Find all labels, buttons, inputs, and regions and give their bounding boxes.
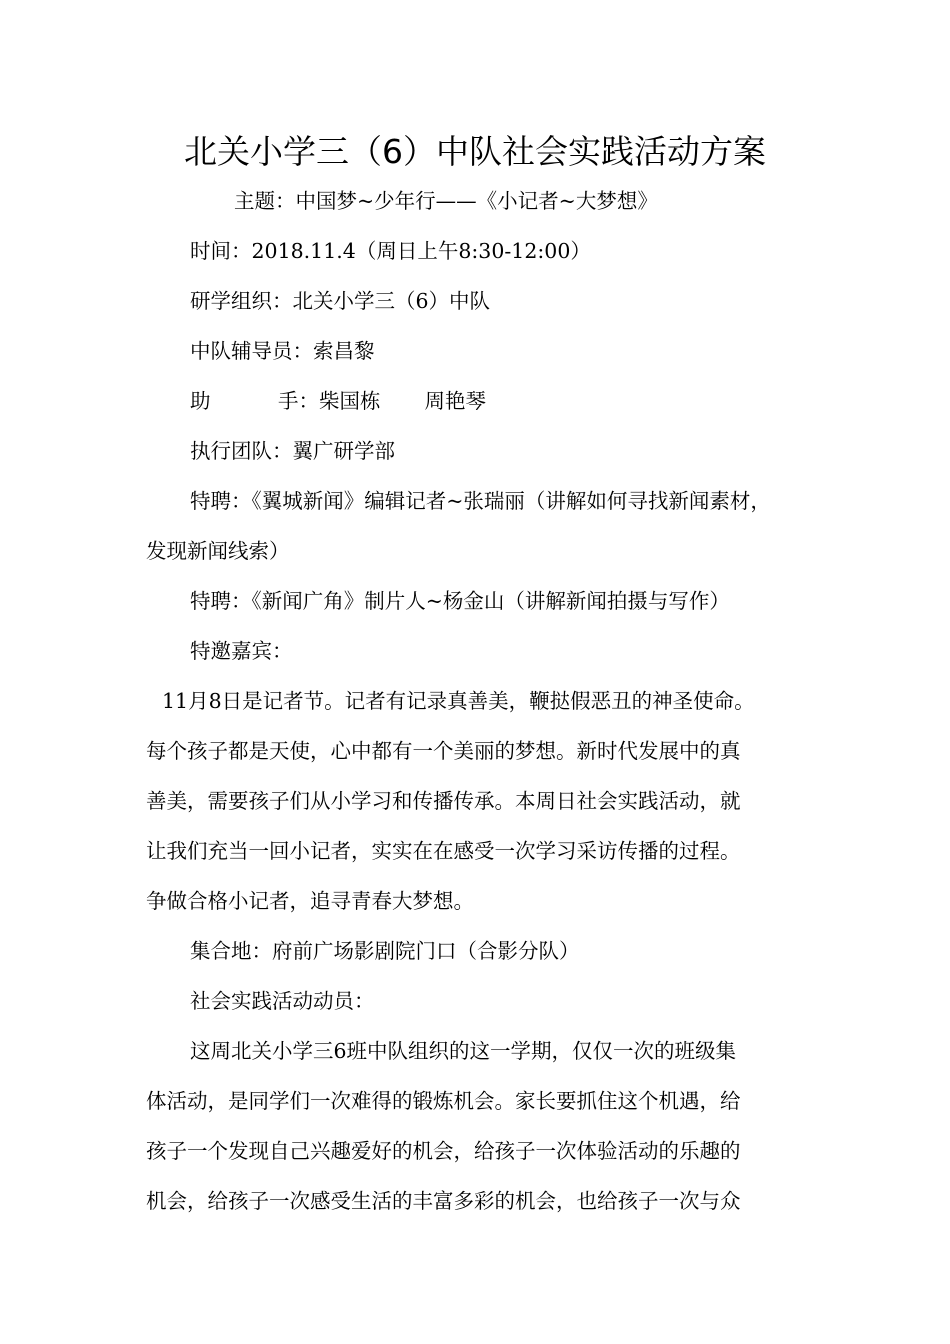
special-guest-line: 特邀嘉宾： bbox=[190, 639, 293, 663]
organizer-line: 研学组织：北关小学三（6）中队 bbox=[190, 289, 491, 313]
mobilization-line: 这周北关小学三6班中队组织的这一学期，仅仅一次的班级集 bbox=[190, 1039, 737, 1063]
assistant-label-right: 手：柴国栋 bbox=[278, 389, 381, 413]
intro-line: 11月8日是记者节。记者有记录真善美，鞭挞假恶丑的神圣使命。 bbox=[162, 689, 755, 713]
assistant-label-left: 助 bbox=[190, 389, 211, 413]
assistant-second: 周艳琴 bbox=[424, 389, 486, 413]
guest1-line1: 特聘：《翼城新闻》编辑记者~张瑞丽（讲解如何寻找新闻素材， bbox=[190, 489, 771, 513]
counselor-line: 中队辅导员：索昌黎 bbox=[190, 339, 375, 363]
guest1-line2: 发现新闻线索） bbox=[146, 539, 290, 563]
mobilization-line: 体活动，是同学们一次难得的锻炼机会。家长要抓住这个机遇，给 bbox=[146, 1089, 741, 1113]
meeting-place-line: 集合地：府前广场影剧院门口（合影分队） bbox=[190, 939, 580, 963]
mobilization-heading: 社会实践活动动员： bbox=[190, 989, 375, 1013]
intro-line: 争做合格小记者，追寻青春大梦想。 bbox=[146, 889, 474, 913]
team-line: 执行团队：翼广研学部 bbox=[190, 439, 395, 463]
intro-line: 每个孩子都是天使，心中都有一个美丽的梦想。新时代发展中的真 bbox=[146, 739, 741, 763]
mobilization-line: 机会，给孩子一次感受生活的丰富多彩的机会，也给孩子一次与众 bbox=[146, 1189, 741, 1213]
mobilization-line: 孩子一个发现自己兴趣爱好的机会，给孩子一次体验活动的乐趣的 bbox=[146, 1139, 741, 1163]
time-line: 时间：2018.11.4（周日上午8:30-12:00） bbox=[190, 239, 591, 263]
guest2-line: 特聘：《新闻广角》制片人~杨金山（讲解新闻拍摄与写作） bbox=[190, 589, 730, 613]
document-subtitle: 主题：中国梦~少年行——《小记者~大梦想》 bbox=[234, 189, 658, 213]
intro-line: 让我们充当一回小记者，实实在在感受一次学习采访传播的过程。 bbox=[146, 839, 741, 863]
assistant-line bbox=[190, 386, 486, 416]
intro-line: 善美，需要孩子们从小学习和传播传承。本周日社会实践活动，就 bbox=[146, 789, 741, 813]
document-title: 北关小学三（6）中队社会实践活动方案 bbox=[184, 132, 766, 171]
